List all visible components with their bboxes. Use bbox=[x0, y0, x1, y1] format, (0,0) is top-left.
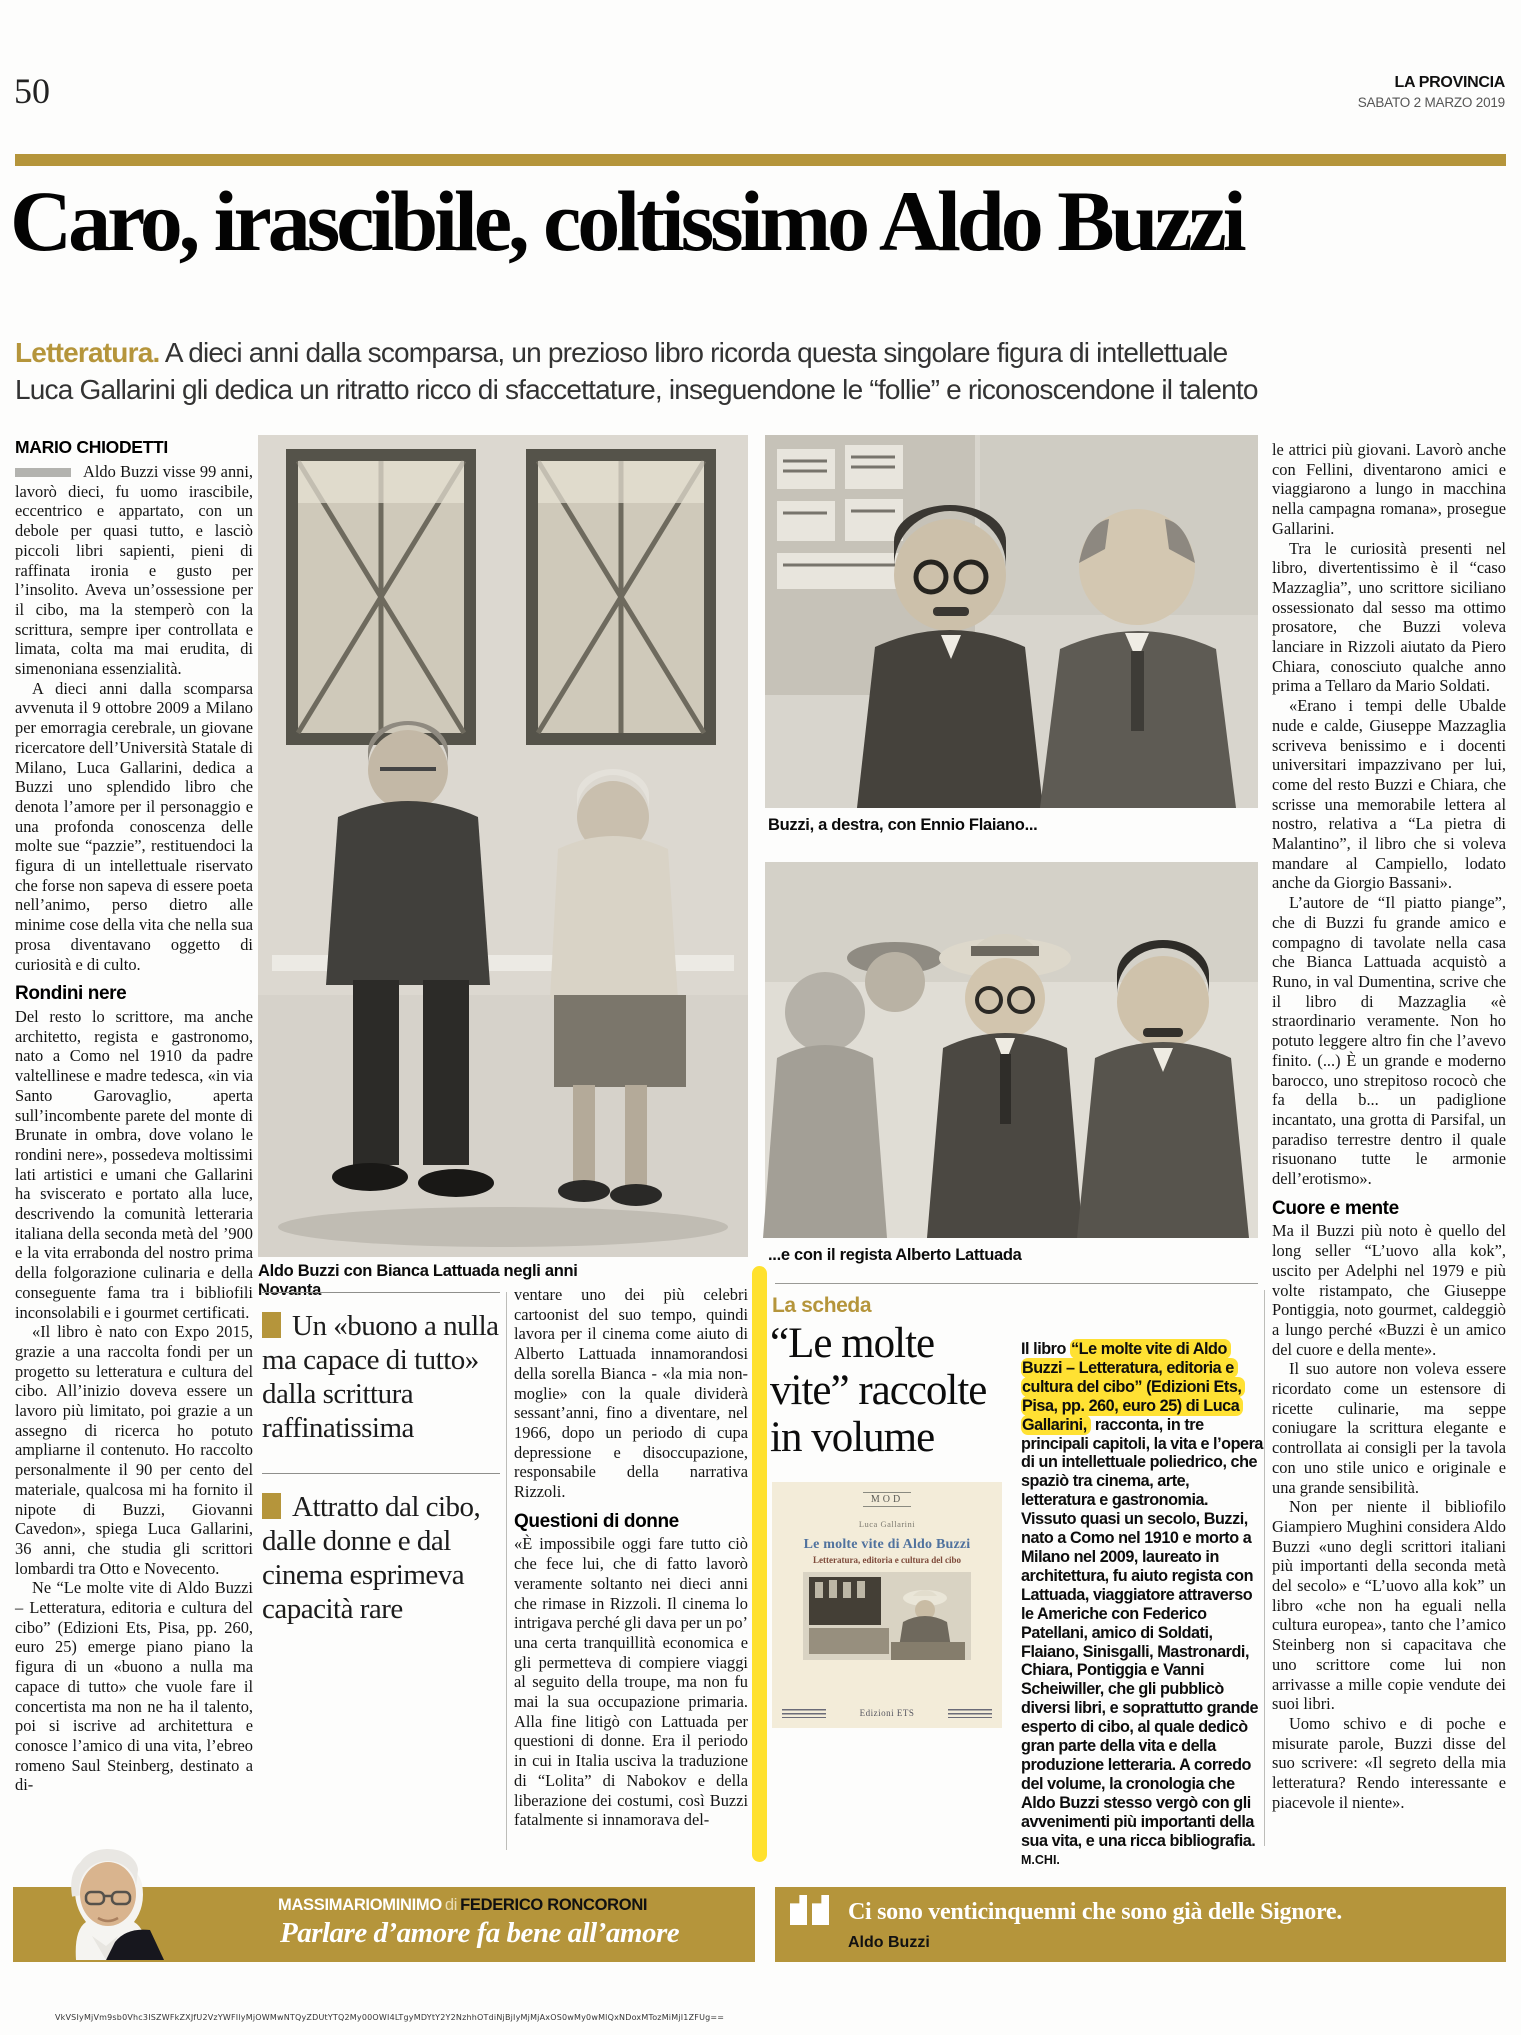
paragraph: Ne “Le molte vite di Aldo Buzzi – Letteratura, editoria e cultura del cibo” (Edizioni Ets, Pisa, pp. 260, euro 25) emerge piano piano la figura di un «buono a nulla ma capace di tutto» che vuole fare il concertista ma non ne ha il talento, poi si iscrive ad architettura e conosce l’amico di una vita, l’ebreo romeno Saul Steinberg, destinato a di- bbox=[15, 1578, 253, 1795]
section-heading-cuore-e-mente: Cuore e mente bbox=[1272, 1197, 1399, 1219]
paragraph: le attrici più giovani. Lavorò anche con Fellini, diventarono amici e viaggiarono a lungo in macchina nella campagna romana», prosegue Gallarini. bbox=[1272, 440, 1506, 538]
scheda-lead: Il libro bbox=[1021, 1340, 1071, 1358]
paragraph: «Erano i tempi delle Ubalde nude e calde, Giuseppe Mazzaglia scriveva benissimo e i docenti universitari impazzivano per lui, come del resto Buzzi e Chiara, che scrisse una memorabile lettera al nostro, relativa a “La pietra di Malantino”, il libro che si voleva mandare al Campiello, lodato anche da Giorgio Bassani». bbox=[1272, 696, 1506, 893]
edition-code: VkVSIyMjVm9sb0Vhc3ISZWFkZXJfU2VzYWFIlyMjOWMwNTQyZDUtYTQ2My00OWI4LTgyMDYtY2Y2NzhhOTdiNjBjIyMjMjAxOS0wMy0wMlQxNDoxMTozMiMjI1ZFUg== bbox=[55, 2013, 725, 2022]
paragraph: Aldo Buzzi visse 99 anni, lavorò dieci, fu uomo irascibile, eccentrico e appartato, con un debole per quasi tutto, e lasciò piccoli libri sapienti, pieni di raffinata ironia e gusto per l’insolito. Aveva un’ossessione per il cibo, ma la stemperò con la scrittura, sempre iper controllata e limata, colta ma mai erudita, di simenoniana essenzialità. bbox=[15, 462, 253, 679]
ornament-lines-icon bbox=[948, 1709, 992, 1718]
pull-quote-marker-icon bbox=[262, 1493, 281, 1519]
book-publisher: Edizioni ETS bbox=[859, 1708, 915, 1718]
paragraph: Uomo schivo e di poche e misurate parole, Buzzi disse del suo scrivere: «Il segreto della mia letteratura? Rendo interessante e piacevole il niente». bbox=[1272, 1714, 1506, 1812]
masthead-title: LA PROVINCIA bbox=[1394, 74, 1505, 91]
photo-placeholder bbox=[765, 862, 1258, 1238]
byline: MARIO CHIODETTI bbox=[15, 437, 168, 457]
column-rule bbox=[1264, 1290, 1265, 1846]
masthead bbox=[1358, 74, 1505, 110]
scheda-body: racconta, in tre principali capitoli, la vita e l’opera di un intellettuale poliedrico, che spaziò tra cinema, arte, letteratura e gastronomia. Vissuto quasi un secolo, Buzzi, nato a Como nel 1910 e morto a Milano nel 2009, laureato in architettura, fu aiuto regista con Lattuada, viaggiatore attraverso le Americhe con Federico Patellani, amico di Soldati, Flaiano, Sinisgalli, Mastronardi, Chiara, Pontiggia e Vanni Scheiwiller, che gli pubblicò diversi libri, e soprattutto grande esperto di cibo, al quale dedicò gran parte della vita e della produzione letteraria. A corredo del volume, la cronologia che Aldo Buzzi stesso vergò con gli avvenimenti più importanti della sua vita, e una ricca bibliografia. bbox=[1021, 1415, 1263, 1850]
pull-quote-1: Un «buono a nulla ma capace di tutto» dalla scrittura raffinatissima bbox=[262, 1292, 500, 1445]
photo3-caption: ...e con il regista Alberto Lattuada bbox=[768, 1246, 1022, 1264]
gold-rule bbox=[15, 154, 1506, 166]
publisher-row bbox=[772, 1708, 1002, 1718]
pull-quote-marker-icon bbox=[262, 1312, 281, 1338]
pull-quote-2: Attratto dal cibo, dalle donne e dal cinema esprimeva capacità rare bbox=[262, 1473, 500, 1626]
highlight-bar bbox=[752, 1266, 767, 1862]
ornament-lines-icon bbox=[782, 1709, 826, 1718]
photo-buzzi-lattuada bbox=[765, 862, 1258, 1238]
book-author: Luca Gallarini bbox=[858, 1519, 916, 1529]
standfirst-line2: Luca Gallarini gli dedica un ritratto ricco di sfaccettature, inseguendone le “follie” e riconoscendone il talento bbox=[15, 374, 1258, 405]
scheda-top-rule bbox=[775, 1283, 1258, 1284]
photo-buzzi-flaiano bbox=[765, 435, 1258, 808]
footer-quote-attribution: Aldo Buzzi bbox=[848, 1934, 930, 1951]
columnist-portrait bbox=[46, 1852, 170, 1962]
paragraph: Il suo autore non voleva essere ricordato come un estensore di ricette culinarie, ma seppe coniugare la scrittura elegante e controllata ai consigli per la tavola con uno stile unico e originale e una grande sensibilità. bbox=[1272, 1359, 1506, 1497]
footer-quote-text: Ci sono venticinquenni che sono già delle Signore. bbox=[848, 1899, 1342, 1925]
photo-buzzi-bianca-lattuada bbox=[258, 435, 748, 1257]
standfirst-line1 bbox=[15, 334, 1515, 371]
quote-mark-icon bbox=[790, 1895, 836, 1929]
column-rule bbox=[506, 1292, 507, 1850]
section-heading-questioni-di-donne: Questioni di donne bbox=[514, 1510, 679, 1532]
paragraph: «È impossibile oggi fare tutto ciò che fece lui, che di fatto lavorò veramente soltanto nei dieci anni che rimase in Rizzoli. Il cinema lo intrigava perché gli dava per un po’ una certa tranquillità economica e gli permetteva di compiere viaggi al seguito della troupe, ma non fu mai la sua occupazione primaria. Alla fine litigò con Lattuada per questioni di donne. Era il periodo in cui in Italia usciva la traduzione di “Lolita” di Nabokov e della liberazione dei costumi, così Buzzi fatalmente si innamorava del- bbox=[514, 1534, 748, 1830]
photo-placeholder bbox=[258, 435, 748, 1257]
paragraph: ventare uno dei più celebri cartoonist del suo tempo, quindi lavora per il cinema come aiuto di Alberto Lattuada innamorandosi della sorella Bianca - «la mia non-moglie» con la quale dividerà sessant’anni, fino a diventare, nel 1966, dopo un periodo di cupa depressione e disoccupazione, responsabile della narrativa Rizzoli. bbox=[514, 1285, 748, 1502]
page-number: 50 bbox=[14, 71, 50, 111]
photo-placeholder bbox=[765, 435, 1258, 808]
book-cover bbox=[772, 1482, 1002, 1728]
lead-in-bar bbox=[15, 468, 71, 477]
highlighted-text: “Le molte vite di Aldo Buzzi – Letteratura, editoria e cultura del cibo” (Edizioni Ets, Pisa, pp. 260, euro 25) di Luca Gallarini, bbox=[1021, 1339, 1245, 1435]
paragraph: Ma il Buzzi più noto è quello del long seller “L’uovo alla kok”, uscito per Adelphi nel 1979 e più volte ristampato, che Giuseppe Pontiggia, noto gourmet, caldeggiò a lungo perché «Buzzi è un amico del cuore e della mente». bbox=[1272, 1221, 1506, 1359]
scheda-signature: M.CHI. bbox=[1021, 1853, 1060, 1868]
book-cover-photo bbox=[803, 1572, 971, 1660]
scheda-title: “Le molte vite” raccolte in volume bbox=[770, 1320, 987, 1461]
article-column-3 bbox=[514, 1285, 748, 1850]
photo1-caption: Aldo Buzzi con Bianca Lattuada negli anni Novanta bbox=[258, 1262, 578, 1299]
series-author: FEDERICO RONCORONI bbox=[460, 1896, 648, 1914]
issue-date: SABATO 2 MARZO 2019 bbox=[1357, 95, 1505, 110]
kicker: Letteratura. bbox=[15, 337, 160, 368]
scheda-text bbox=[1021, 1340, 1264, 1868]
footer-aphorism: Parlare d’amore fa bene all’amore bbox=[280, 1917, 680, 1949]
photo2-caption: Buzzi, a destra, con Ennio Flaiano... bbox=[768, 816, 1038, 834]
standfirst bbox=[15, 334, 1515, 408]
paragraph: Tra le curiosità presenti nel libro, divertentissimo è il “caso Mazzaglia”, uno scrittore siciliano ossessionato dal sesso ma ottimo prosatore, che Buzzi voleva lanciare in Rizzoli aiutato da Piero Chiara, conosciuto qualche anno prima a Tellaro da Mario Soldati. bbox=[1272, 538, 1506, 696]
book-logo: MOD bbox=[863, 1492, 911, 1507]
footer-series-line bbox=[278, 1896, 647, 1915]
standfirst-text1: A dieci anni dalla scomparsa, un prezioso libro ricorda questa singolare figura di intellettuale bbox=[164, 337, 1228, 368]
paragraph: Del resto lo scrittore, ma anche architetto, regista e gastronomo, nato a Como nel 1910 da padre valtellinese e madre tedesca, «in via Santo Garovaglio, aperta sull’incombente parete del monte di Brunate in ombra, dove volano le rondini nere», possedeva moltissimi lati artistici e umani che Gallarini ha sviscerato e portato alla luce, descrivendo la comunità letteraria italiana della seconda metà del ’900 e la vita errabonda del nostro prima della folgorazione culinaria e della conseguente fama tra i bibliofili inconsolabili e i gourmet certificati. bbox=[15, 1006, 253, 1322]
paragraph: L’autore de “Il piatto piange”, che di Buzzi fu grande amico e compagno di tavolate nella casa che Bianca Lattuada acquistò a Runo, in val Dumentina, scrive che il libro di Mazzaglia «è straordinario veramente. Non ho potuto leggere altro fin che l’avevo finito. (...) È un grande e moderno barocco, uno strepitoso rococò che fa della b... un padiglione incantato, una grotta di Parsifal, un paradiso terrestre dentro il quale risuonano tutte le armonie dell’erotismo». bbox=[1272, 893, 1506, 1189]
section-heading-rondini-nere: Rondini nere bbox=[15, 983, 127, 1005]
main-headline: Caro, irascibile, coltissimo Aldo Buzzi bbox=[10, 173, 1243, 269]
series-name: MASSIMARIOMINIMO bbox=[278, 1896, 442, 1914]
book-title: Le molte vite di Aldo Buzzi bbox=[803, 1537, 971, 1552]
paragraph: Non per niente il bibliofilo Giampiero Mughini considera Aldo Buzzi «uno degli scrittori italiani più importanti della seconda metà del secolo» e “L’uovo alla kok” un libro «che non ha eguali nella cultura europea», tanto che l’amico Steinberg non si capacitava che uno scrittore come lui non arrivasse a mille copie vendute dei suoi libri. bbox=[1272, 1497, 1506, 1714]
article-column-1 bbox=[15, 462, 253, 1857]
pull-quotes bbox=[262, 1292, 500, 1654]
article-column-6 bbox=[1272, 440, 1506, 1842]
paragraph: «Il libro è nato con Expo 2015, grazie a una raccolta fondi per un progetto su letteratura e cultura del cibo. All’inizio doveva essere un lavoro più limitato, poi grazie a un assegno di ricerca ho potuto ampliarne il contenuto. Ho raccolto personalmente il 90 per cento del materiale, qualcosa mi ha fornito il nipote di Buzzi, Giovanni Cavedon», spiega Luca Gallarini, 36 anni, che studia gli scrittori lombardi tra Otto e Novecento. bbox=[15, 1322, 253, 1578]
scheda-label: La scheda bbox=[772, 1294, 872, 1317]
paragraph: A dieci anni dalla scomparsa avvenuta il 9 ottobre 2009 a Milano per emorragia cerebrale, un giovane ricercatore dell’Università Statale di Milano, Luca Gallarini, dedica a Buzzi uno splendido libro che denota l’amore per il personaggio e una profonda conoscenza delle molte sue “pazzie”, restituendoci la figura di un intellettuale riservato che forse non sapeva di essere poeta nell’animo, perso dietro alle minime cose della vita che nella sua prosa diventavano oggetto di curiosità e di culto. bbox=[15, 678, 254, 974]
book-subtitle: Letteratura, editoria e cultura del cibo bbox=[813, 1555, 961, 1565]
series-di: di bbox=[444, 1896, 458, 1914]
